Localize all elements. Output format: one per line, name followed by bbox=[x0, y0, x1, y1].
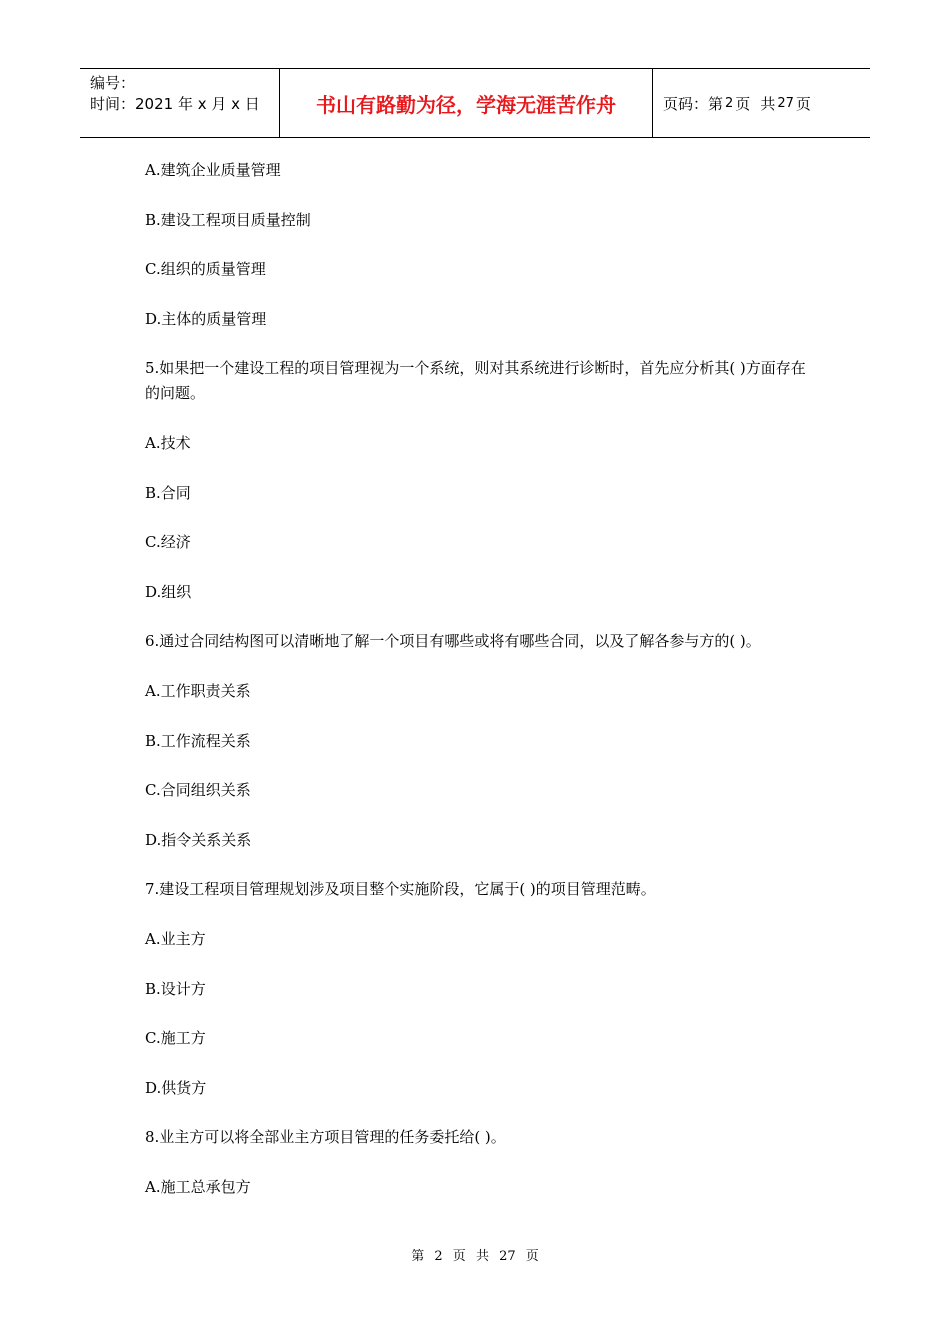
paragraph: B.设计方 bbox=[145, 979, 206, 998]
document-body bbox=[145, 158, 815, 1224]
footer-total: 27 bbox=[499, 1249, 516, 1264]
header-motto: 书山有路勤为径，学海无涯苦作舟 bbox=[280, 69, 653, 137]
page-number: 2 bbox=[725, 95, 734, 111]
page-unit: 页 bbox=[735, 94, 751, 113]
header-info-cell bbox=[80, 69, 280, 137]
paragraph: C.施工方 bbox=[145, 1029, 206, 1048]
footer-page: 2 bbox=[434, 1249, 443, 1264]
total-unit: 页 bbox=[795, 94, 811, 113]
paragraph: B.建设工程项目质量控制 bbox=[145, 210, 311, 229]
paragraph: A.技术 bbox=[145, 433, 191, 452]
paragraph: B.工作流程关系 bbox=[145, 731, 251, 750]
paragraph: C.组织的质量管理 bbox=[145, 260, 266, 279]
time-line bbox=[90, 94, 279, 115]
paragraph: C.经济 bbox=[145, 533, 191, 552]
paragraph: A.工作职责关系 bbox=[145, 681, 251, 700]
question-paragraph: 5.如果把一个建设工程的项目管理视为一个系统，则对其系统进行诊断时，首先应分析其( )方面存在的问题。 bbox=[145, 359, 806, 403]
paragraph: D.指令关系关系 bbox=[145, 830, 252, 849]
footer-unit-2: 页 bbox=[525, 1249, 539, 1264]
paragraph: D.组织 bbox=[145, 582, 192, 601]
footer-total-label: 共 bbox=[475, 1249, 489, 1264]
total-number: 27 bbox=[777, 95, 794, 111]
footer-prefix: 第 bbox=[411, 1249, 425, 1264]
page-label: 页码：第 bbox=[663, 94, 724, 113]
paragraph: A.业主方 bbox=[145, 929, 206, 948]
paragraph: C.合同组织关系 bbox=[145, 781, 251, 800]
paragraph: A.施工总承包方 bbox=[145, 1177, 251, 1196]
paragraph: D.供货方 bbox=[145, 1078, 207, 1097]
page-header bbox=[80, 68, 870, 138]
serial-label: 编号： bbox=[90, 74, 136, 92]
paragraph: A.建筑企业质量管理 bbox=[145, 161, 281, 179]
time-value: 2021 年 x 月 x 日 bbox=[135, 95, 260, 113]
header-page-info bbox=[653, 69, 870, 137]
total-label: 共 bbox=[760, 94, 776, 113]
paragraph: D.主体的质量管理 bbox=[145, 309, 267, 328]
time-label: 时间： bbox=[90, 95, 136, 113]
question-paragraph: 8.业主方可以将全部业主方项目管理的任务委托给( )。 bbox=[145, 1128, 506, 1147]
question-paragraph: 6.通过合同结构图可以清晰地了解一个项目有哪些或将有哪些合同，以及了解各参与方的( )。 bbox=[145, 632, 761, 651]
paragraph: B.合同 bbox=[145, 483, 191, 502]
question-paragraph: 7.建设工程项目管理规划涉及项目整个实施阶段，它属于( )的项目管理范畴。 bbox=[145, 880, 656, 899]
footer-unit: 页 bbox=[452, 1249, 466, 1264]
page-footer bbox=[0, 1245, 950, 1264]
